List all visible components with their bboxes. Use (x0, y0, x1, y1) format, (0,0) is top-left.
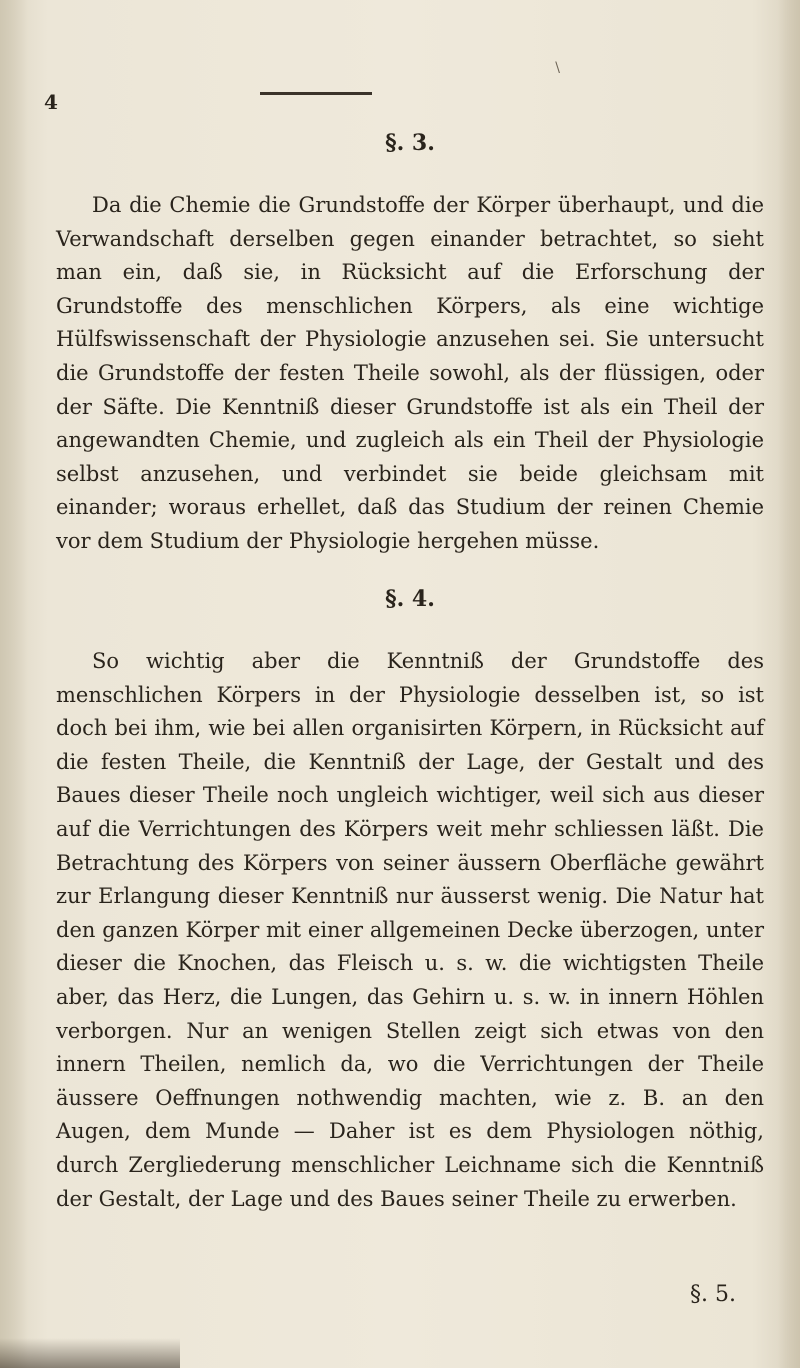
page-fold-shadow-left (0, 0, 28, 1368)
page-corner-mark: 4 (44, 90, 58, 114)
bottom-edge-shadow (0, 1338, 180, 1368)
page-fold-shadow-right (778, 0, 800, 1368)
catchword: §. 5. (690, 1282, 736, 1307)
section-heading-4: §. 4. (385, 586, 435, 612)
header-rule (260, 92, 372, 95)
section-heading-3: §. 3. (385, 130, 435, 156)
section-4-paragraph: So wichtig aber die Kenntniß der Grundstoffe des menschlichen Körpers in der Physiologie desselben ist, so ist doch bei ihm, wie bei allen organisirten Körpern, in Rücksicht auf die festen Theile, die Kenntniß der Lage, der Gestalt und des Baues dieser Theile noch ungleich wichtiger, weil sich aus dieser auf die Verrichtungen des Körpers weit mehr schliessen läßt. Die Betrachtung des Körpers von seiner äussern Oberfläche gewährt zur Erlangung dieser Kenntniß nur äusserst wenig. Die Natur hat den ganzen Körper mit einer allgemeinen Decke überzogen, unter dieser die Knochen, das Fleisch u. s. w. die wichtigsten Theile aber, das Herz, die Lungen, das Gehirn u. s. w. in innern Höhlen verborgen. Nur an wenigen Stellen zeigt sich etwas von den innern Theilen, nemlich da, wo die Verrichtungen der Theile äussere Oeffnungen nothwendig machten, wie z. B. an den Augen, dem Munde — Daher ist es dem Physiologen nöthig, durch Zergliederung menschlicher Leichname sich die Kenntniß der Gestalt, der Lage und des Baues seiner Theile zu erwerben. (56, 649, 764, 1211)
stray-ink-mark: \ (555, 60, 560, 76)
section-3-paragraph: Da die Chemie die Grundstoffe der Körper überhaupt, und die Verwandschaft derselben gegen einander betrachtet, so sieht man ein, daß sie, in Rücksicht auf die Erforschung der Grundstoffe des menschlichen Körpers, als eine wichtige Hülfswissenschaft der Physiologie anzusehen sei. Sie untersucht die Grundstoffe der festen Theile sowohl, als der flüssigen, oder der Säfte. Die Kenntniß dieser Grundstoffe ist als ein Theil der angewandten Chemie, und zugleich als ein Theil der Physiologie selbst anzusehen, und verbindet sie beide gleichsam mit einander; woraus erhellet, daß das Studium der reinen Chemie vor dem Studium der Physiologie hergehen müsse. (56, 193, 764, 553)
